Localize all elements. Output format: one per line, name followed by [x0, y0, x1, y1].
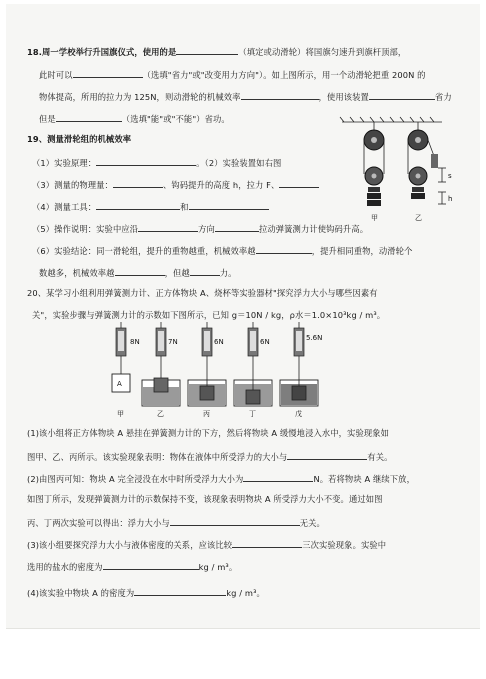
- q19-item5: [32, 222, 368, 235]
- scale-face-jia: [118, 331, 124, 351]
- q19-item4-a: （4）测量工具：: [32, 202, 97, 212]
- q18-blank-2[interactable]: [73, 68, 143, 78]
- q20-sub4: [27, 586, 265, 599]
- label-bing: 丙: [203, 410, 210, 418]
- reading-ding: 6N: [260, 338, 270, 346]
- q19-blank-9[interactable]: [115, 266, 165, 276]
- q19-blank-7[interactable]: [215, 222, 259, 232]
- q19-blank-3[interactable]: [279, 178, 319, 188]
- fig-label-jia: 甲: [371, 214, 378, 222]
- q18-blank-5[interactable]: [56, 112, 122, 122]
- q20-sub3a: [27, 538, 386, 551]
- reading-bing: 6N: [214, 338, 224, 346]
- q20-sub3c-text: 选用的盐水的密度为: [27, 562, 103, 572]
- spring-scale-b: [431, 154, 438, 168]
- q19-item6-a: （6）实验结论：同一滑轮组，提升的重物越重，机械效率越: [32, 246, 256, 256]
- q19-item6: [32, 244, 412, 257]
- reading-yi: 7N: [168, 338, 178, 346]
- hook-weight-a2: [367, 193, 381, 199]
- label-ding: 丁: [249, 410, 256, 418]
- label-yi: 乙: [157, 410, 164, 418]
- block-yi: [154, 378, 168, 392]
- q18-line3-c: 省力: [434, 92, 452, 102]
- q19-blank-1[interactable]: [96, 156, 196, 166]
- station-bing: [188, 322, 226, 418]
- exam-page: [6, 4, 480, 629]
- q19-item6-cont: [39, 266, 237, 279]
- station-yi: [142, 322, 180, 418]
- q19-blank-2[interactable]: [113, 178, 163, 188]
- pulley-axle-a: [371, 137, 377, 143]
- q20-sub1b-text: 图甲、乙、丙所示。该实验现象表明：物体在液体中所受浮力的大小与: [27, 452, 288, 462]
- q18-line3-b: ，使用该装置: [318, 92, 369, 102]
- q19-item1-a: （1）实验原理：: [32, 158, 97, 168]
- q18-blank-3[interactable]: [241, 90, 319, 100]
- block-a-label: A: [117, 380, 122, 388]
- q19-item1: [32, 156, 281, 169]
- q20-line1: 20、某学习小组利用弹簧测力计、正方体物块 A、烧杯等实验器材"探究浮力大小与哪些因素有: [27, 288, 378, 298]
- q19-item6-e: 力。: [219, 268, 237, 278]
- q20-sub2c: 如图丁所示，发现弹簧测力计的示数保持不变，该现象表明物块 A 所受浮力大小不变。通过如图: [27, 494, 383, 504]
- reading-wu: 5.6N: [306, 334, 323, 342]
- pulley-axle-a2: [372, 174, 377, 179]
- q19-item3-a: （3）测量的物理量：: [32, 180, 113, 190]
- q20-sub2b-text: N。若将物块 A 继续下放，: [313, 474, 415, 484]
- fig-h-label: h: [448, 195, 453, 203]
- q20-sub2d-text: 丙、丁两次实验可以得出：浮力大小与: [27, 518, 170, 528]
- q20-sub2a: [27, 472, 415, 485]
- pulley-system-b: [408, 122, 438, 222]
- ceiling-hatch: [340, 117, 434, 122]
- q18-line4: [39, 112, 230, 125]
- q19-item3-b: 、钩码提升的高度 h，拉力 F、: [162, 180, 280, 190]
- q20-sub2a-text: (2)由图丙可知：物块 A 完全浸没在水中时所受浮力大小为: [27, 474, 244, 484]
- q19-item4-b: 和: [180, 202, 189, 212]
- q20-sub3d-text: kg / m³。: [198, 562, 238, 572]
- q20-blank-1[interactable]: [287, 450, 367, 460]
- q18-line4-b: （选填"能"或"不能"）省功。: [121, 114, 230, 124]
- q20-line2: 关"，实验步骤与弹簧测力计的示数如下图所示，已知 g＝10N / kg，ρ水＝1.0×10³kg / m³。: [32, 310, 386, 320]
- q19-blank-4[interactable]: [96, 200, 180, 210]
- scale-face-wu: [296, 331, 302, 351]
- reading-jia: 8N: [130, 338, 140, 346]
- station-wu: [280, 322, 322, 418]
- q20-blank-5[interactable]: [103, 560, 199, 570]
- hook-weight-a1: [368, 187, 380, 192]
- q20-sub3b-text: 三次实验现象。实验中: [302, 540, 387, 550]
- q18-text: [27, 45, 406, 58]
- label-wu: 戊: [295, 410, 302, 418]
- pulley-figure: [342, 116, 472, 226]
- pulley-axle-b2: [416, 174, 421, 179]
- q20-sub4b-text: kg / m³。: [226, 588, 265, 598]
- hook-weight-b2: [411, 193, 425, 199]
- q20-blank-6[interactable]: [134, 586, 226, 596]
- q19-blank-5[interactable]: [189, 200, 269, 210]
- pulley-axle-b: [415, 137, 421, 143]
- q20-sub4a-text: (4)该实验中物块 A 的密度为: [27, 588, 135, 598]
- q19-item6-c: 数越多，机械效率越: [39, 268, 115, 278]
- q19-blank-8[interactable]: [256, 244, 312, 254]
- fig-label-yi: 乙: [415, 214, 422, 222]
- block-wu: [292, 386, 306, 400]
- q19-item5-b: 方向: [198, 224, 215, 234]
- q18-line3-a: 物体提高，所用的拉力为 125N，则动滑轮的机械效率: [39, 92, 241, 102]
- q20-sub1a: (1)该小组将正方体物块 A 悬挂在弹簧测力计的下方，然后将物块 A 缓慢地浸入水中，实验现象如: [27, 428, 390, 438]
- q19-item5-a: （5）操作说明：实验中应沿: [32, 224, 139, 234]
- station-ding: [234, 322, 272, 418]
- q20-sub2e-text: 无关。: [299, 518, 325, 528]
- q19-blank-6[interactable]: [138, 222, 198, 232]
- q20-blank-3[interactable]: [170, 516, 300, 526]
- pulley-system-a: [364, 122, 384, 222]
- q19-title: 19、测量滑轮组的机械效率: [27, 134, 132, 144]
- q19-item3: [32, 178, 319, 191]
- fig-s-label: s: [448, 172, 452, 180]
- q19-item5-c: 拉动弹簧测力计使钩码升高。: [258, 224, 369, 234]
- q18-line4-a: 但是: [39, 114, 56, 124]
- q19-item6-d: ，但越: [164, 268, 190, 278]
- q18-line2-b: （选填"省力"或"改变用力方向"）。如上图所示，用一个动滑轮把重 200N 的: [142, 70, 426, 80]
- q20-sub2d: [27, 516, 325, 529]
- q20-sub1b: [27, 450, 393, 463]
- scale-face-yi: [158, 331, 164, 351]
- q20-sub1c-text: 有关。: [367, 452, 393, 462]
- hook-weight-b1: [412, 187, 424, 192]
- buoyancy-figure: [100, 322, 340, 422]
- scale-face-bing: [204, 331, 210, 351]
- q18-line2: [39, 68, 426, 81]
- q18-blank-1[interactable]: [176, 45, 238, 55]
- label-jia: 甲: [117, 410, 124, 418]
- hook-weight-a3: [367, 200, 381, 206]
- q20-blank-2[interactable]: [243, 472, 313, 482]
- q18-line1-a: 18.周一学校举行升国旗仪式，使用的是: [27, 47, 177, 57]
- block-bing: [200, 386, 214, 400]
- q18-line2-a: 此时可以: [39, 70, 73, 80]
- q20-sub3c: [27, 560, 237, 573]
- q19-item4: [32, 200, 269, 213]
- q19-blank-10[interactable]: [190, 266, 220, 276]
- q19-item1-b: 。（2）实验装置如右图: [196, 158, 282, 168]
- q18-line3: [39, 90, 452, 103]
- q18-blank-4[interactable]: [369, 90, 435, 100]
- block-ding: [246, 390, 260, 404]
- q18-line1-b: （填定或动滑轮）将国旗匀速升到旗杆顶部，: [238, 47, 407, 57]
- q19-item6-b: ，提升相同重物，动滑轮个: [311, 246, 413, 256]
- rope-b-right: [428, 140, 434, 156]
- q20-blank-4[interactable]: [232, 538, 302, 548]
- q20-sub3a-text: (3)该小组要探究浮力大小与液体密度的关系，应该比较: [27, 540, 233, 550]
- scale-face-ding: [250, 331, 256, 351]
- station-jia: [112, 322, 140, 418]
